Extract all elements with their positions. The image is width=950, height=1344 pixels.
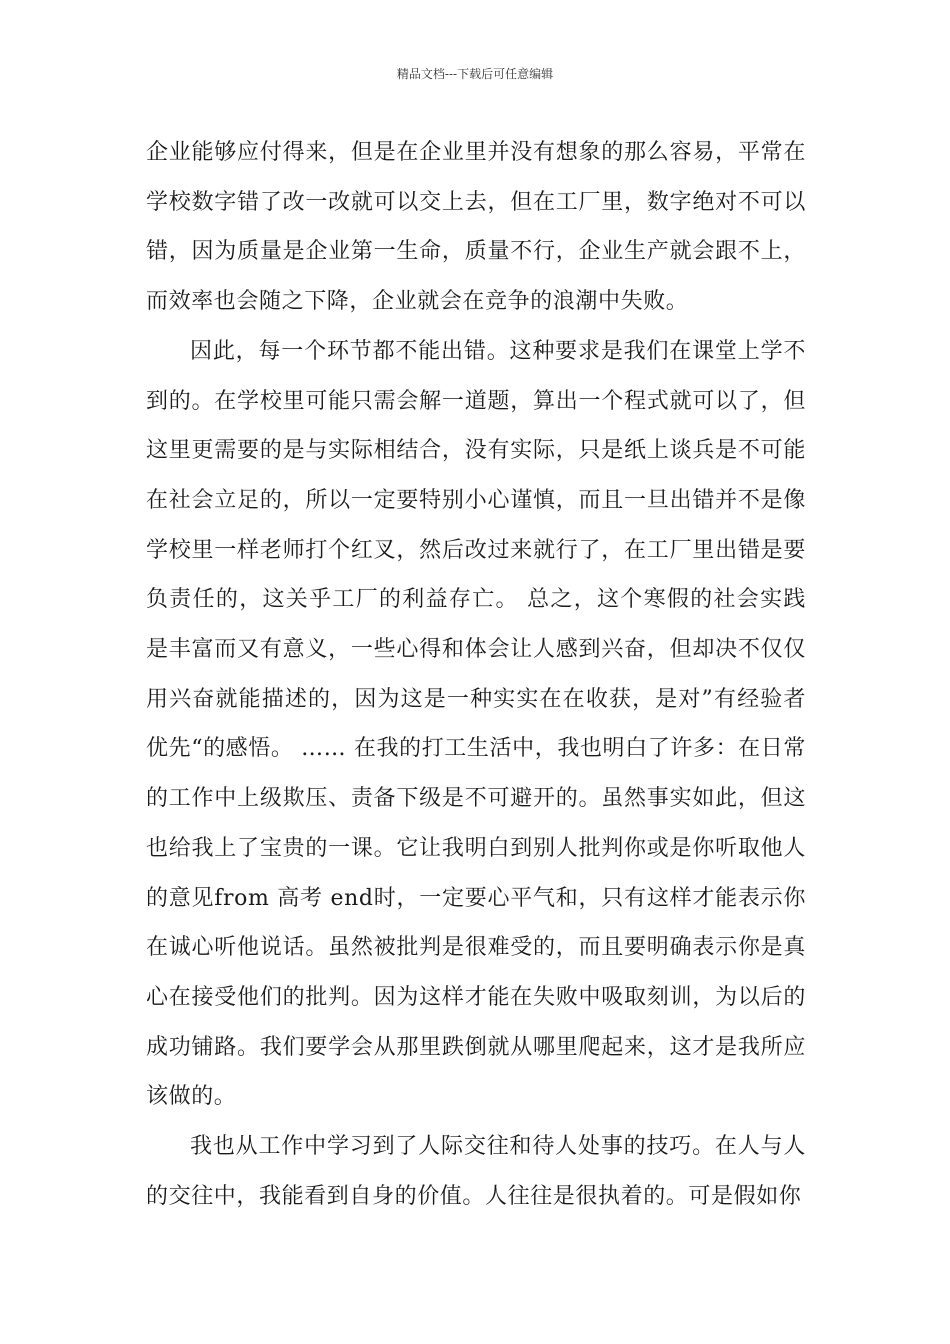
page-header: 精品文档---下载后可任意编辑 xyxy=(396,67,554,81)
paragraph-1: 企业能够应付得来，但是在企业里并没有想象的那么容易，平常在学校数字错了改一改就可以交上去，但在工厂里，数字绝对不可以错，因为质量是企业第一生命，质量不行，企业生产就会跟不上，而效率也会随之下降，企业就会在竞争的浪潮中失败。 xyxy=(146,140,806,315)
paragraph-3: 我也从工作中学习到了人际交往和待人处事的技巧。在人与人的交往中，我能看到自身的价值。人往往是很执着的。可是假如你 xyxy=(146,1134,806,1209)
paragraph-2: 因此，每一个环节都不能出错。这种要求是我们在课堂上学不到的。在学校里可能只需会解一道题，算出一个程式就可以了，但这里更需要的是与实际相结合，没有实际，只是纸上谈兵是不可能在社会立足的，所以一定要特别小心谨慎，而且一旦出错并不是像学校里一样老师打个红叉，然后改过来就行了，在工厂里出错是要负责任的，这关乎工厂的利益存亡。 总之，这个寒假的社会实践是丰富而又有意义，一些心得和体会让人感到兴奋，但却决不仅仅用兴奋就能描述的，因为这是一种实实在在收获，是对”有经验者优先“的感悟。 …… 在我的打工生活中，我也明白了许多：在日常的工作中上级欺压、责备下级是不可避开的。虽然事实如此，但这也给我上了宝贵的一课。它让我明白到别人批判你或是你听取他人的意见from 高考 end时，一定要心平气和，只有这样才能表示你在诚心听他说话。虽然被批判是很难受的，而且要明确表示你是真心在接受他们的批判。因为这样才能在失败中吸取刻训，为以后的成功铺路。我们要学会从那里跌倒就从哪里爬起来，这才是我所应该做的。 xyxy=(146,338,806,1110)
document-body xyxy=(146,128,806,1221)
